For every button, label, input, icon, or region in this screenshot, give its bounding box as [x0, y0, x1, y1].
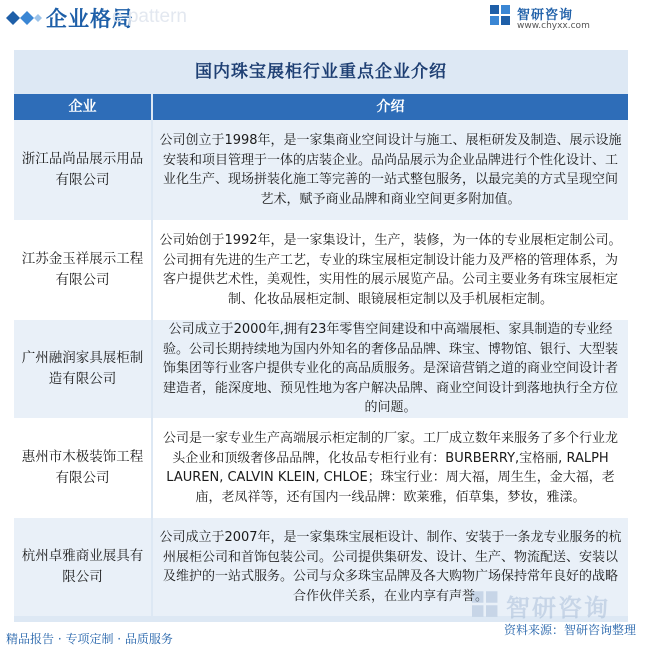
diamond-decoration-icon [6, 11, 42, 25]
company-description: 公司成立于2000年,拥有23年零售空间建设和中高端展柜、家具制造的专业经验。公司长期持续地为国内外知名的奢侈品品牌、珠宝、博物馆、银行、大型装饰集团等行业客户提供专业化的高品质服务。是深谙营销之道的商业空间设计者建造者，能深度地、预见性地为客户解决品牌、商业空间设计到落地执行全方位的问题。 [153, 320, 628, 418]
table-title: 国内珠宝展柜行业重点企业介绍 [195, 62, 447, 82]
header-background-text: e pattern [112, 6, 187, 27]
brand-name: 智研咨询 [517, 8, 574, 23]
brand-logo-icon [490, 5, 512, 25]
footer-tagline: 精品报告 · 专项定制 · 品质服务 [6, 632, 173, 646]
table-row [14, 320, 628, 418]
company-description: 公司是一家专业生产高端展示柜定制的厂家。工厂成立数年来服务了多个行业龙头企业和顶级奢侈品品牌，化妆品专柜行业有：BURBERRY,宝格丽, RALPH LAUREN, CALVIN KLEIN, CHLOE；珠宝行业：周大福，周生生，金大福，老庙，老凤祥等，还有国内一线品牌：欧莱雅，佰草集，梦妆，雅漾。 [153, 418, 628, 518]
source-note: 资料来源：智研咨询整理 [503, 623, 636, 637]
table-row [14, 418, 628, 518]
brand-url: www.chyxx.com [517, 21, 590, 31]
watermark-text: 智研咨询 [506, 594, 610, 622]
company-description: 公司成立于2007年，是一家集珠宝展柜设计、制作、安装于一条龙专业服务的杭州展柜公司和首饰包装公司。公司提供集研发、设计、生产、物流配送、安装以及维护的一站式服务。公司与众多珠宝品牌及各大购物广场保持常年良好的战略合作伙伴关系，在业内享有声誉。 [153, 518, 628, 616]
watermark [472, 588, 632, 620]
company-name: 杭州卓雅商业展具有限公司 [14, 518, 151, 616]
company-description: 公司创立于1998年，是一家集商业空间设计与施工、展柜研发及制造、展示设施安装和项目管理于一体的店装企业。品尚品展示为企业品牌进行个性化设计、工业化生产、现场拼装化施工等完善的一站式整包服务，以最完美的方式呈现空间艺术，赋予商业品牌和商业空间更多附加值。 [153, 120, 628, 220]
company-name: 惠州市木极装饰工程有限公司 [14, 418, 151, 518]
brand-logo [490, 3, 640, 33]
column-header-description: 介绍 [153, 94, 628, 120]
company-description: 公司始创于1992年，是一家集设计，生产，装修，为一体的专业展柜定制公司。公司拥有先进的生产工艺，专业的珠宝展柜定制设计能力及严格的管理体系，为客户提供艺术性，美观性，实用性的展示展览产品。公司主要业务有珠宝展柜定制、化妆品展柜定制、眼镜展柜定制以及手机展柜定制。 [153, 220, 628, 320]
company-table [14, 50, 628, 622]
watermark-logo-icon [472, 591, 500, 617]
company-name: 浙江品尚品展示用品有限公司 [14, 120, 151, 220]
table-row [14, 220, 628, 320]
column-header-company: 企业 [14, 94, 151, 120]
company-name: 广州融润家具展柜制造有限公司 [14, 320, 151, 418]
table-row [14, 120, 628, 220]
page-header [0, 0, 650, 36]
company-name: 江苏金玉祥展示工程有限公司 [14, 220, 151, 320]
page-title: 企业格局 [46, 7, 134, 31]
